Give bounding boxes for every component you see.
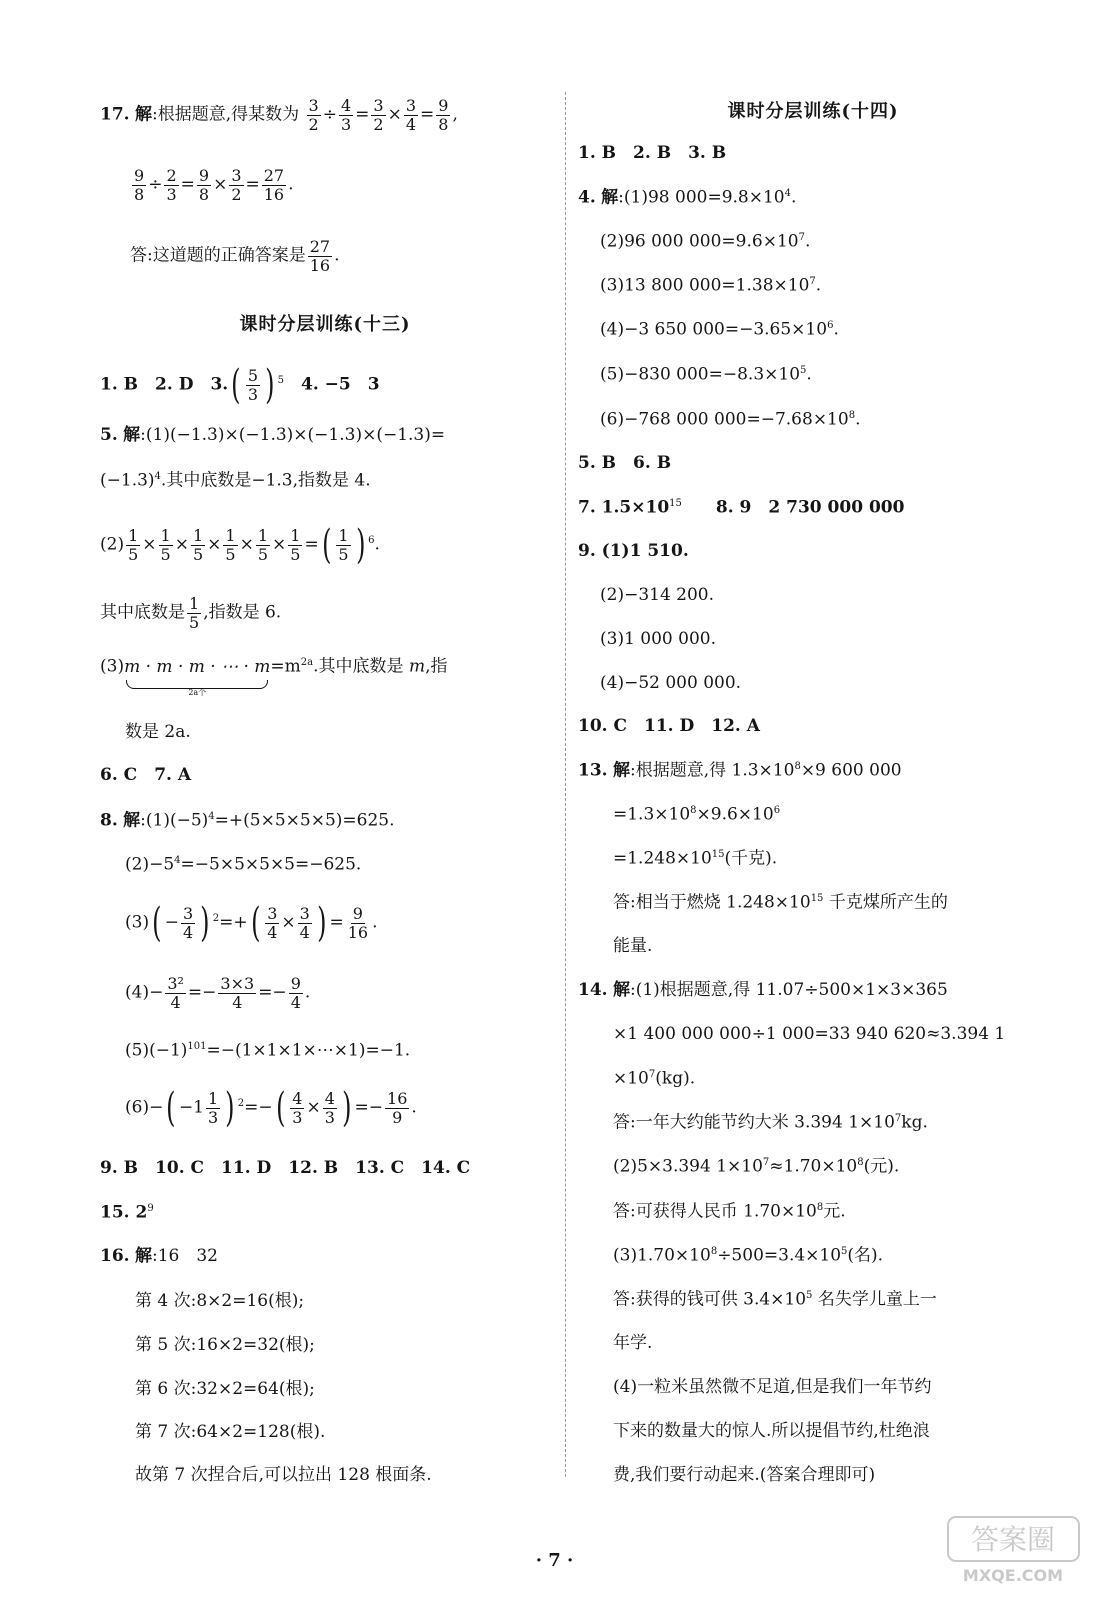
watermark-logo [946,1513,1081,1588]
underbrace: m · m · m · ⋯ · m 2a个 [124,656,271,697]
q17-line1: 17. 解:根据题意,得某数为 $\frac{3}{2}$ ÷ $\frac{4}{3}$ = $\frac{3}{2}$ × $\frac{3}{4}$ = $\frac{9}{8}$ , [100,96,458,134]
q8-line1: 8. 解$:(1)(-5)^4=+(5\times 5\times 5\times 5)=625$. [100,810,395,831]
q14-line10: (4)一粒米虽然微不足道,但是我们一年节约 [613,1377,932,1397]
q8-line6: (6)−( −1 $\frac{1}{3}$ ) $^2$=−( $\frac{4}{3}$ × $\frac{4}{3}$ ) =− $\frac{16}{9}$ . [125,1085,417,1131]
fraction: $\frac{3}{2}$ [308,96,319,134]
q8-line3: (3)( − $\frac{3}{4}$ ) $^2$=+( $\frac{3}{4}$ × $\frac{3}{4}$ ) = $\frac{9}{16}$ . [125,900,378,946]
q13-line2: $=1.3\times 10^8\times 9.6\times 10^6$ [613,804,781,825]
answer-15: 15. $2^9$ [100,1202,154,1223]
section-heading-13: 课时分层训练(十三) [239,314,411,335]
q5-line6: 数是 2a. [125,722,191,742]
q4-line4: (4)−3 650 $000=-3.65\times 10^6$. [600,319,839,340]
answers-5-6: 5. B 6. B [578,453,672,473]
q8-line4: (4)− $\frac{\text{3²}}{4}$ =− $\frac{3\times 3}{4}$ =− $\frac{9}{4}$ . [125,974,311,1012]
q14-line12: 费,我们要行动起来.(答案合理即可) [613,1465,876,1485]
q14-line3: $\times 10^7(kg)$. [613,1068,696,1089]
q4-line2: (2)96 000 $000=9.6\times 10^7$. [600,231,811,252]
answers-1-4: 1. B 2. D 3.( $\frac{5}{3}$ ) $^5$ 4. −5 3 [100,362,380,408]
q4-line1: 4. 解:(1)98 $000=9.8\times 10^4$. [578,187,797,208]
q5-line5: (3)m · m · m · ⋯ · m 2a个 $=m^{2a}$.其中底数是 m,指 [100,656,448,697]
q9-line3: (3)1 000 000. [600,629,717,649]
q4-line5: (5)−830 $000=-8.3\times 10^5$. [600,364,812,385]
page-number: · 7 · [535,1550,574,1571]
q4-line3: (3)13 800 $000=1.38\times 10^7$. [600,275,822,296]
q5-line2: $(-1.3)^4$.其中底数是−1.3,指数是 4. [100,470,371,491]
q4-line6: (6)−768 000 $000=-7.68\times 10^8$. [600,409,861,430]
q5-line3: (2) $\frac{1}{5}$ × $\frac{1}{5}$ × $\frac{1}{5}$ × $\frac{1}{5}$ × $\frac{1}{5}$ × $\frac{1}{5}$ =( $\frac{1}{5}$ ) $^6$. [100,522,380,568]
q8-line2: $(2)-5^4=-5\times 5\times 5\times 5=-625$. [125,854,362,875]
fraction: $\frac{3}{4}$ [405,96,417,134]
q14-line7: $(3)1.70\times 10^8\div 500=3.4\times 10^5$(名). [613,1245,884,1266]
q17-line2: $\frac{9}{8}$ ÷ $\frac{2}{3}$ = $\frac{9}{8}$ × $\frac{3}{2}$ = $\frac{27}{16}$ . [134,166,294,204]
q16-line3: 第 5 次:16×2=32(根); [135,1335,315,1355]
q16-line4: 第 6 次:32×2=64(根); [135,1379,315,1399]
fraction: $\frac{3}{2}$ [373,96,384,134]
answers-6-7: 6. C 7. A [100,765,192,785]
section-heading-14: 课时分层训练(十四) [727,101,899,122]
q16-line5: 第 7 次:64×2=128(根). [135,1422,326,1442]
fraction: $\frac{9}{8}$ [438,96,449,134]
answers-9-14: 9. B 10. C 11. D 12. B 13. C 14. C [100,1158,471,1178]
q13-line1: 13. 解:根据题意,得 $1.3\times 10^8\times 9$ 600 000 [578,760,902,781]
q14-line11: 下来的数量大的惊人.所以提倡节约,杜绝浪 [613,1421,930,1441]
q14-line4: 答:一年大约能节约大米 3.394 $1\times 10^7kg$. [613,1112,928,1133]
q9-line4: (4)−52 000 000. [600,673,742,693]
answers-10-12: 10. C 11. D 12. A [578,716,760,736]
answers-7-8: 7. $1.5\times 10^{15}$ 8. 9 2 730 000 000 [578,497,905,518]
q14-line2: ×1 400 000 000÷1 000=33 940 620≈3.394 1 [613,1024,1006,1044]
q16-line1: 16. 解:16 32 [100,1246,218,1266]
q8-line5: $(5)(-1)^{101}=-(1\times 1\times 1\times\cdots\times 1)=-1$. [125,1040,411,1061]
q14-line1: 14. 解:(1)根据题意,得 11.07÷500×1×3×365 [578,980,948,1000]
q5-line1: 5. 解:(1)(−1.3)×(−1.3)×(−1.3)×(−1.3)= [100,425,446,445]
q14-line6: 答:可获得人民币 $1.70\times 10^8$元. [613,1201,846,1222]
column-divider [565,92,566,1477]
q16-line6: 故第 7 次捏合后,可以拉出 128 根面条. [135,1465,432,1485]
svg-text:MXQE.COM: MXQE.COM [962,1566,1064,1585]
q13-line3: $=1.248\times 10^{15}$(千克). [613,848,778,869]
q14-line9: 年学. [613,1333,653,1353]
q5-line4: 其中底数是 $\frac{1}{5}$ ,指数是 6. [100,594,282,632]
svg-text:答案圈: 答案圈 [970,1523,1056,1556]
q16-line2: 第 4 次:8×2=16(根); [135,1291,305,1311]
q14-line5: (2)5×3.394 $1\times 10^7\approx 1.70\times 10^8$(元). [613,1156,900,1177]
fraction: $\frac{4}{3}$ [340,96,352,134]
q9-line2: (2)−314 200. [600,585,715,605]
q13-line4: 答:相当于燃烧 $1.248\times 10^{15}$ 千克煤所产生的 [613,892,948,913]
q13-line5: 能量. [613,936,653,956]
answers-1-3: 1. B 2. B 3. B [578,143,727,163]
q9-line1: 9. (1)1 510. [578,541,689,561]
q17-answer: 答:这道题的正确答案是 $\frac{27}{16}$ . [130,237,340,275]
q14-line8: 答:获得的钱可供 $3.4\times 10^5$ 名失学儿童上一 [613,1289,937,1310]
